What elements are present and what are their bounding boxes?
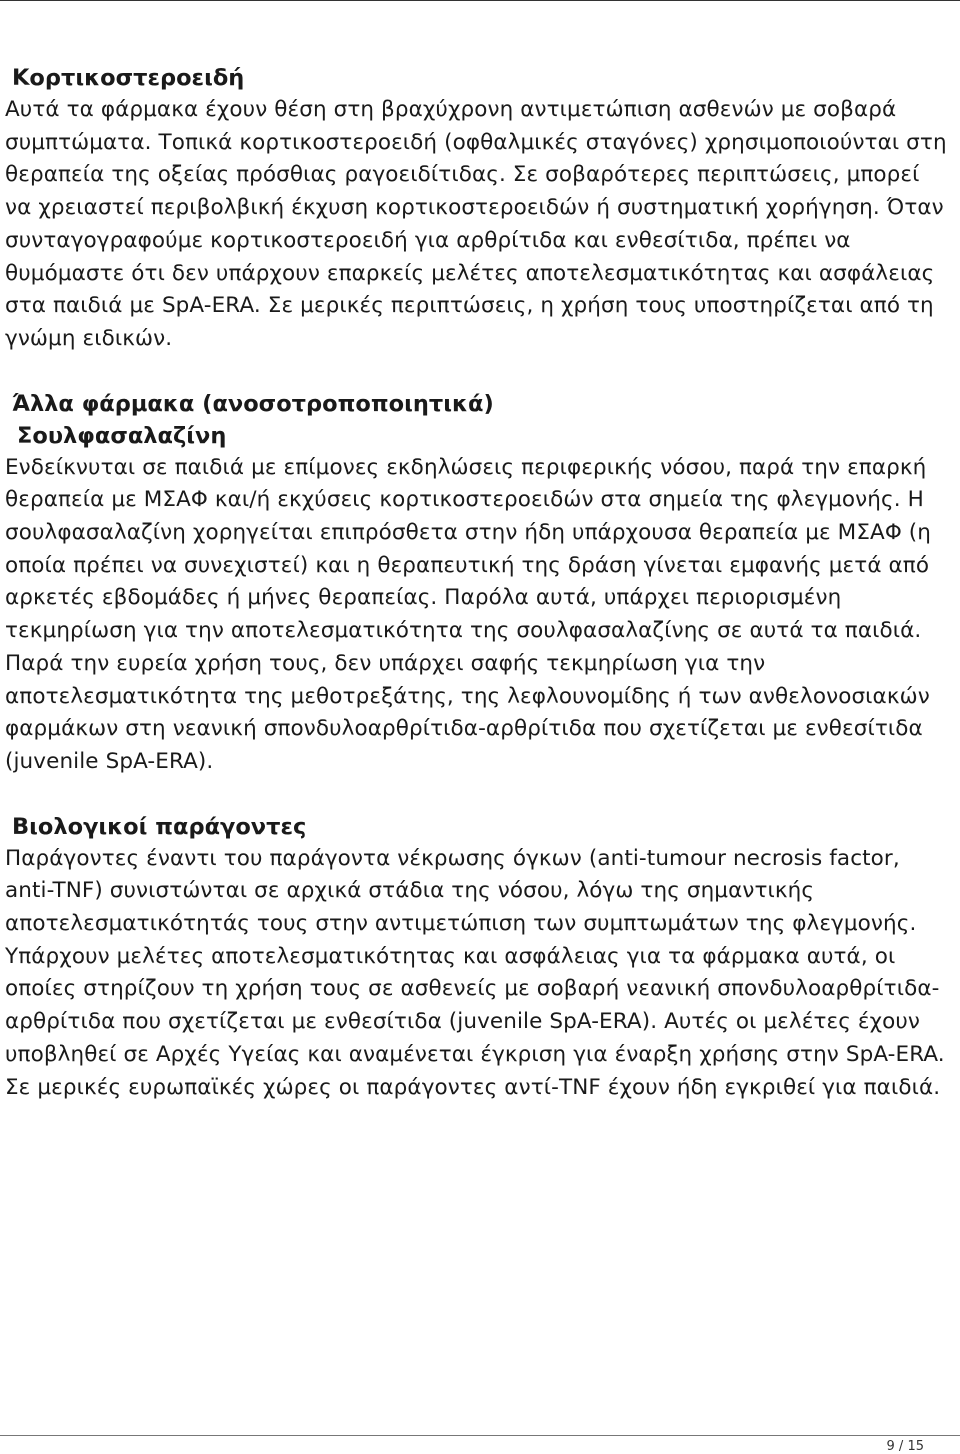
section-subheading: Σουλφασαλαζίνη: [17, 422, 227, 449]
page-number: 9 / 15: [886, 1439, 924, 1454]
document-body: [5, 62, 950, 1104]
section-paragraph: Ενδείκνυται σε παιδιά με επίμονες εκδηλώσεις περιφερικής νόσου, παρά την επαρκή θεραπεία με ΜΣΑΦ και/ή εκχύσεις κορτικοστεροειδών στα σημεία της φλεγμονής. Η σουλφασαλαζίνη χορηγείται επιπρόσθετα στην ήδη υπάρχουσα θεραπεία με ΜΣΑΦ (η οποία πρέπει να συνεχιστεί) και η θεραπευτική της δράση γίνεται εμφανής μετά από αρκετές εβδομάδες ή μήνες θεραπείας. Παρόλα αυτά, υπάρχει περιορισμένη τεκμηρίωση για την αποτελεσματικότητα της σουλφασαλαζίνης σε αυτά τα παιδιά. Παρά την ευρεία χρήση τους, δεν υπάρχει σαφής τεκμηρίωση για την αποτελεσματικότητα της μεθοτρεξάτης, της λεφλουνομίδης ή των ανθελονοσιακών φαρμάκων στη νεανική σπονδυλοαρθρίτιδα-αρθρίτιδα που σχετίζεται με ενθεσίτιδα (juvenile SpA-ERA).: [5, 454, 931, 774]
section-heading: Βιολογικοί παράγοντες: [12, 813, 307, 840]
section-corticosteroids: [5, 62, 950, 356]
section-paragraph: Παράγοντες έναντι του παράγοντα νέκρωσης όγκων (anti-tumour necrosis factor, anti-TNF) συνιστώνται σε αρχικά στάδια της νόσου, λόγω της σημαντικής αποτελεσματικότητάς τους στην αντιμετώπιση των συμπτωμάτων της φλεγμονής. Υπάρχουν μελέτες αποτελεσματικότητας και ασφάλειας για τα φάρμακα αυτά, οι οποίες στηρίζουν τη χρήση τους σε ασθενείς με σοβαρή νεανική σπονδυλοαρθρίτιδα-αρθρίτιδα που σχετίζεται με ενθεσίτιδα (juvenile SpA-ERA). Αυτές οι μελέτες έχουν υποβληθεί σε Αρχές Υγείας και αναμένεται έγκριση για έναρξη χρήσης στην SpA-ERA. Σε μερικές ευρωπαϊκές χώρες οι παράγοντες αντί-TNF έχουν ήδη εγκριθεί για παιδιά.: [5, 845, 945, 1100]
section-other-drugs: [5, 388, 950, 779]
top-rule: [0, 0, 960, 1]
footer-rule: [0, 1435, 960, 1436]
section-heading: Κορτικοστεροειδή: [12, 65, 245, 91]
section-heading: Άλλα φάρμακα (ανοσοτροποποιητικά): [12, 390, 494, 417]
section-paragraph: Αυτά τα φάρμακα έχουν θέση στη βραχύχρονη αντιμετώπιση ασθενών με σοβαρά συμπτώματα. Τοπικά κορτικοστεροειδή (οφθαλμικές σταγόνες) χρησιμοποιούνται στη θεραπεία της οξείας πρόσθιας ραγοειδίτιδας. Σε σοβαρότερες περιπτώσεις, μπορεί να χρειαστεί περιβολβική έκχυση κορτικοστεροειδών ή συστηματική χορήγηση. Όταν συνταγογραφούμε κορτικοστεροειδή για αρθρίτιδα και ενθεσίτιδα, πρέπει να θυμόμαστε ότι δεν υπάρχουν επαρκείς μελέτες αποτελεσματικότητας και ασφάλειας στα παιδιά με SpA-ERA. Σε μερικές περιπτώσεις, η χρήση τους υποστηρίζεται από τη γνώμη ειδικών.: [5, 97, 947, 351]
section-biologics: [5, 811, 950, 1105]
